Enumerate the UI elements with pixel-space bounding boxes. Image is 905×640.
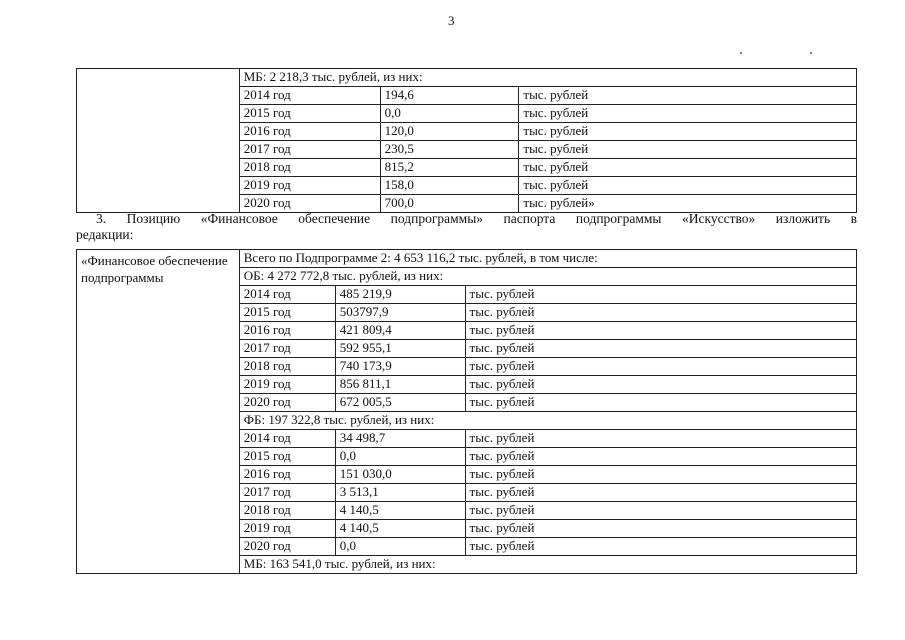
scan-speck	[810, 52, 812, 54]
cell-unit: тыс. рублей	[465, 466, 856, 484]
cell-value: 230,5	[380, 141, 519, 159]
cell-year: 2016 год	[239, 466, 335, 484]
cell-value: 4 140,5	[335, 520, 465, 538]
cell-year: 2018 год	[239, 358, 335, 376]
cell-value: 485 219,9	[335, 286, 465, 304]
subprogram-funding-table	[76, 249, 857, 574]
scan-speck	[740, 52, 742, 54]
mb-funding-table	[76, 68, 857, 213]
cell-year: 2014 год	[239, 87, 380, 105]
cell-value: 194,6	[380, 87, 519, 105]
cell-year: 2020 год	[239, 195, 380, 213]
cell-value: 4 140,5	[335, 502, 465, 520]
position-label: «Финансовое обеспечение подпрограммы	[77, 250, 240, 574]
cell-year: 2019 год	[239, 376, 335, 394]
cell-value: 158,0	[380, 177, 519, 195]
cell-value: 503797,9	[335, 304, 465, 322]
total-row: Всего по Подпрограмме 2: 4 653 116,2 тыс. рублей, в том числе:	[239, 250, 856, 268]
cell-year: 2020 год	[239, 538, 335, 556]
cell-unit: тыс. рублей	[519, 177, 857, 195]
cell-year: 2017 год	[239, 141, 380, 159]
cell-value: 700,0	[380, 195, 519, 213]
cell-unit: тыс. рублей	[465, 520, 856, 538]
instruction-paragraph	[76, 211, 857, 243]
cell-unit: тыс. рублей	[465, 430, 856, 448]
ob-header: ОБ: 4 272 772,8 тыс. рублей, из них:	[239, 268, 856, 286]
cell-year: 2019 год	[239, 177, 380, 195]
page-number: 3	[448, 13, 455, 28]
cell-value: 815,2	[380, 159, 519, 177]
cell-year: 2015 год	[239, 448, 335, 466]
cell-unit: тыс. рублей	[465, 394, 856, 412]
empty-label-cell	[77, 69, 240, 213]
cell-value: 120,0	[380, 123, 519, 141]
cell-unit: тыс. рублей	[465, 340, 856, 358]
cell-unit: тыс. рублей	[519, 159, 857, 177]
cell-year: 2018 год	[239, 159, 380, 177]
cell-unit: тыс. рублей	[465, 322, 856, 340]
cell-value: 151 030,0	[335, 466, 465, 484]
cell-unit: тыс. рублей	[465, 304, 856, 322]
cell-unit: тыс. рублей	[465, 538, 856, 556]
cell-value: 592 955,1	[335, 340, 465, 358]
cell-unit: тыс. рублей»	[519, 195, 857, 213]
cell-year: 2016 год	[239, 322, 335, 340]
cell-value: 0,0	[380, 105, 519, 123]
paragraph-line-2: редакции:	[76, 227, 134, 242]
cell-year: 2015 год	[239, 105, 380, 123]
paragraph-line-1: 3. Позицию «Финансовое обеспечение подпрограммы» паспорта подпрограммы «Искусство» изложить в	[96, 211, 857, 226]
cell-value: 421 809,4	[335, 322, 465, 340]
cell-year: 2018 год	[239, 502, 335, 520]
mb-header: МБ: 163 541,0 тыс. рублей, из них:	[239, 556, 856, 574]
cell-value: 34 498,7	[335, 430, 465, 448]
cell-unit: тыс. рублей	[465, 286, 856, 304]
cell-value: 856 811,1	[335, 376, 465, 394]
cell-unit: тыс. рублей	[519, 87, 857, 105]
cell-year: 2014 год	[239, 286, 335, 304]
cell-value: 0,0	[335, 538, 465, 556]
cell-unit: тыс. рублей	[519, 123, 857, 141]
cell-value: 0,0	[335, 448, 465, 466]
cell-value: 3 513,1	[335, 484, 465, 502]
cell-value: 672 005,5	[335, 394, 465, 412]
table-row	[77, 69, 857, 87]
cell-year: 2017 год	[239, 340, 335, 358]
cell-unit: тыс. рублей	[519, 105, 857, 123]
cell-year: 2019 год	[239, 520, 335, 538]
cell-unit: тыс. рублей	[519, 141, 857, 159]
table-row	[77, 250, 857, 268]
cell-year: 2017 год	[239, 484, 335, 502]
cell-year: 2015 год	[239, 304, 335, 322]
cell-year: 2014 год	[239, 430, 335, 448]
cell-year: 2016 год	[239, 123, 380, 141]
mb-header: МБ: 2 218,3 тыс. рублей, из них:	[239, 69, 856, 87]
cell-unit: тыс. рублей	[465, 358, 856, 376]
cell-unit: тыс. рублей	[465, 502, 856, 520]
cell-unit: тыс. рублей	[465, 484, 856, 502]
fb-header: ФБ: 197 322,8 тыс. рублей, из них:	[239, 412, 856, 430]
cell-unit: тыс. рублей	[465, 448, 856, 466]
cell-value: 740 173,9	[335, 358, 465, 376]
cell-unit: тыс. рублей	[465, 376, 856, 394]
cell-year: 2020 год	[239, 394, 335, 412]
